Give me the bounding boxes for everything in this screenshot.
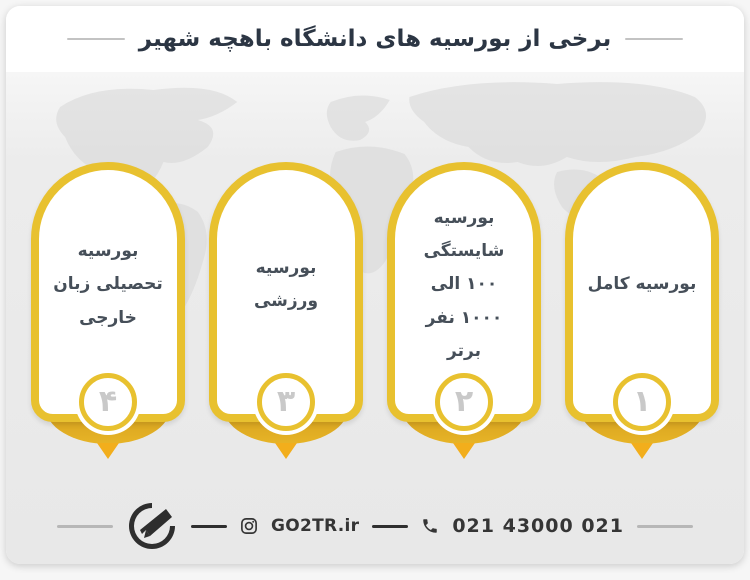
card-number: ۳ <box>276 384 296 419</box>
card-number-badge <box>613 373 671 431</box>
card-label: بورسیه ورزشی <box>253 257 319 311</box>
phone-icon <box>421 517 439 535</box>
card-label: بورسیه شایستگی ۱۰۰ الی ۱۰۰۰ نفر برتر <box>423 208 505 361</box>
main-panel <box>6 6 744 564</box>
card-tail-arrow-icon <box>275 443 297 459</box>
instagram-icon <box>240 517 258 535</box>
scholarship-cards <box>31 162 719 422</box>
title-divider-left <box>67 38 125 40</box>
card-sports-scholarship <box>209 162 363 422</box>
content-area <box>6 72 744 564</box>
card-label: بورسیه تحصیلی زبان خارجی <box>53 241 163 328</box>
card-number: ۴ <box>98 384 118 419</box>
title-divider-right <box>625 38 683 40</box>
card-full-scholarship <box>565 162 719 422</box>
header <box>6 6 744 72</box>
card-tail-arrow-icon <box>97 443 119 459</box>
footer-divider-left <box>57 525 113 528</box>
phone-number[interactable]: 021 43000 021 <box>452 515 624 537</box>
footer-divider-right <box>637 525 693 528</box>
card-number-badge <box>79 373 137 431</box>
footer-divider-dark-2 <box>372 525 408 528</box>
card-tail-arrow-icon <box>631 443 653 459</box>
card-number-badge <box>257 373 315 431</box>
card-number: ۱ <box>632 384 652 419</box>
website-link[interactable]: GO2TR.ir <box>271 516 360 536</box>
card-language-scholarship <box>31 162 185 422</box>
card-merit-scholarship <box>387 162 541 422</box>
card-number-badge <box>435 373 493 431</box>
footer <box>6 500 744 552</box>
go2tr-logo <box>126 500 178 552</box>
page-title: برخی از بورسیه های دانشگاه باهچه شهیر <box>138 26 612 52</box>
card-label: بورسیه کامل <box>587 274 697 295</box>
footer-divider-dark-1 <box>191 525 227 528</box>
card-number: ۲ <box>454 384 474 419</box>
card-tail-arrow-icon <box>453 443 475 459</box>
